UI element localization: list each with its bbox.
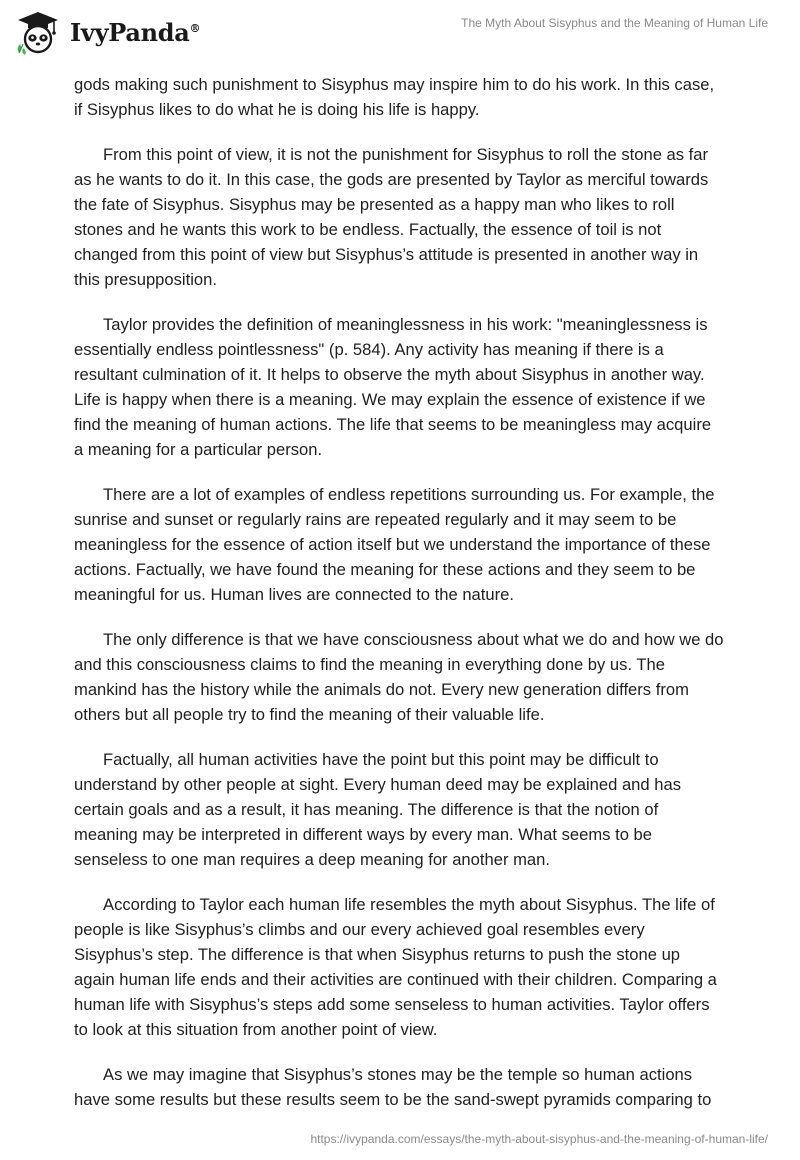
document-title: The Myth About Sisyphus and the Meaning of Human Life	[461, 16, 768, 30]
source-url[interactable]: https://ivypanda.com/essays/the-myth-about-sisyphus-and-the-meaning-of-human-life/	[310, 1132, 768, 1146]
paragraph: According to Taylor each human life resembles the myth about Sisyphus. The life of people is like Sisyphus’s climbs and our every achieved goal resembles every Sisyphus’s step. The difference is that when Sisyphus returns to push the stone up again human life ends and their activities are continued with their children. Comparing a human life with Sisyphus’s steps add some senseless to human activities. Taylor offers to look at this situation from another point of view.	[74, 895, 717, 1039]
panda-graduate-icon	[14, 8, 62, 56]
registered-mark: ®	[189, 21, 201, 35]
essay-body	[74, 72, 724, 1132]
ivypanda-logo[interactable]	[14, 8, 200, 56]
paragraph: As we may imagine that Sisyphus’s stones may be the temple so human actions have some results but these results seem to be the sand-swept pyramids comparing to	[74, 1065, 712, 1109]
page-header	[0, 0, 800, 70]
paragraph: The only difference is that we have consciousness about what we do and how we do and this consciousness claims to find the meaning in everything done by us. The mankind has the history while the animals do not. Every new generation differs from others but all people try to find the meaning of their valuable life.	[74, 630, 724, 724]
brand-name	[70, 18, 200, 47]
paragraph: Factually, all human activities have the point but this point may be difficult to understand by other people at sight. Every human deed may be explained and has certain goals and as a result, it has meaning. The difference is that the notion of meaning may be interpreted in different ways by every man. What seems to be senseless to one man requires a deep meaning for another man.	[74, 750, 682, 869]
paragraph: There are a lot of examples of endless repetitions surrounding us. For example, the sunrise and sunset or regularly rains are repeated regularly and it may seem to be meaningless for the essence of action itself but we understand the importance of these actions. Factually, we have found the meaning for these actions and they seem to be meaningful for us. Human lives are connected to the nature.	[74, 485, 715, 604]
paragraph: From this point of view, it is not the punishment for Sisyphus to roll the stone as far as he wants to do it. In this case, the gods are presented by Taylor as merciful towards the fate of Sisyphus. Sisyphus may be presented as a happy man who likes to roll stones and he wants this work to be endless. Factually, the essence of toil is not changed from this point of view but Sisyphus’s attitude is presented in another way in this presupposition.	[74, 145, 709, 289]
paragraph: Taylor provides the definition of meaninglessness in his work: "meaninglessness is essentially endless pointlessness" (p. 584). Any activity has meaning if there is a resultant culmination of it. It helps to observe the myth about Sisyphus in another way. Life is happy when there is a meaning. We may explain the essence of existence if we find the meaning of human actions. The life that seems to be meaningless may acquire a meaning for a particular person.	[74, 315, 712, 459]
paragraph: gods making such punishment to Sisyphus may inspire him to do his work. In this case, if Sisyphus likes to do what he is doing his life is happy.	[74, 75, 715, 119]
brand-name-text: IvyPanda	[70, 17, 190, 47]
